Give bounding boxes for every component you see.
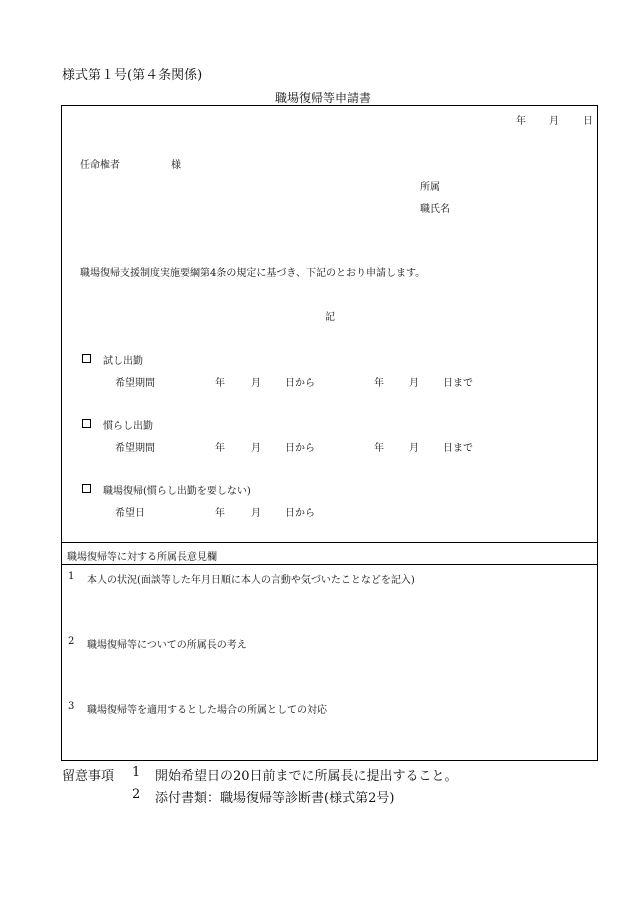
date-month-label: 月 <box>549 116 559 127</box>
application-statement: 職場復帰支援制度実施要綱第4条の規定に基づき、下記のとおり申請します。 <box>80 268 426 279</box>
opinion-item-text: 職場復帰等についての所属長の考え <box>87 640 247 651</box>
checkbox-adjustment-attendance[interactable] <box>82 419 91 428</box>
option-adjustment-period-label: 希望期間 <box>115 443 155 454</box>
opinion-item-number: 3 <box>68 701 75 712</box>
option-return-label: 職場復帰(慣らし出勤を要しない) <box>103 486 251 497</box>
option-adjustment-to-year: 年 <box>374 443 384 454</box>
opinion-item-number: 2 <box>68 636 75 647</box>
option-return-date-label: 希望日 <box>115 508 145 519</box>
option-trial-to-year: 年 <box>374 378 384 389</box>
recipient-honorific: 様 <box>171 160 181 171</box>
divider-opinion-top <box>61 542 598 543</box>
option-trial-from-month: 月 <box>251 378 261 389</box>
option-trial-label: 試し出勤 <box>103 356 143 367</box>
option-adjustment-from-day: 日から <box>285 443 315 454</box>
option-trial-to-month: 月 <box>409 378 419 389</box>
option-trial-period-label: 希望期間 <box>115 378 155 389</box>
option-adjustment-label: 慣らし出勤 <box>103 421 153 432</box>
note-item-number: 2 <box>132 787 141 802</box>
form-code: 様式第１号(第４条関係) <box>62 68 203 83</box>
note-item-number: 1 <box>132 765 141 780</box>
applicant-name-label: 職氏名 <box>420 204 450 215</box>
notes-label: 留意事項 <box>62 769 115 784</box>
option-adjustment-to-day: 日まで <box>443 443 473 454</box>
affiliation-label: 所属 <box>420 182 440 193</box>
form-frame <box>61 105 598 761</box>
opinion-header: 職場復帰等に対する所属長意見欄 <box>67 552 217 563</box>
checkbox-return-to-work[interactable] <box>82 484 91 493</box>
form-title: 職場復帰等申請書 <box>275 91 372 105</box>
option-adjustment-from-month: 月 <box>251 443 261 454</box>
date-day-label: 日 <box>583 116 593 127</box>
option-adjustment-to-month: 月 <box>409 443 419 454</box>
option-return-from-day: 日から <box>285 508 315 519</box>
opinion-item-text: 本人の状況(面談等した年月日順に本人の言動や気づいたことなどを記入) <box>87 575 415 586</box>
option-trial-from-day: 日から <box>285 378 315 389</box>
option-return-from-month: 月 <box>251 508 261 519</box>
checkbox-trial-attendance[interactable] <box>82 354 91 363</box>
divider-opinion-header <box>61 564 598 565</box>
opinion-item-number: 1 <box>68 571 75 582</box>
ki-label: 記 <box>325 312 335 323</box>
date-year-label: 年 <box>516 116 526 127</box>
recipient-label: 任命権者 <box>80 160 120 171</box>
option-trial-from-year: 年 <box>215 378 225 389</box>
opinion-item-text: 職場復帰等を適用するとした場合の所属としての対応 <box>87 705 327 716</box>
option-return-from-year: 年 <box>215 508 225 519</box>
note-item-text: 添付書類：職場復帰等診断書(様式第2号) <box>155 791 395 806</box>
note-item-text: 開始希望日の20日前までに所属長に提出すること。 <box>155 769 458 784</box>
option-adjustment-from-year: 年 <box>215 443 225 454</box>
option-trial-to-day: 日まで <box>443 378 473 389</box>
